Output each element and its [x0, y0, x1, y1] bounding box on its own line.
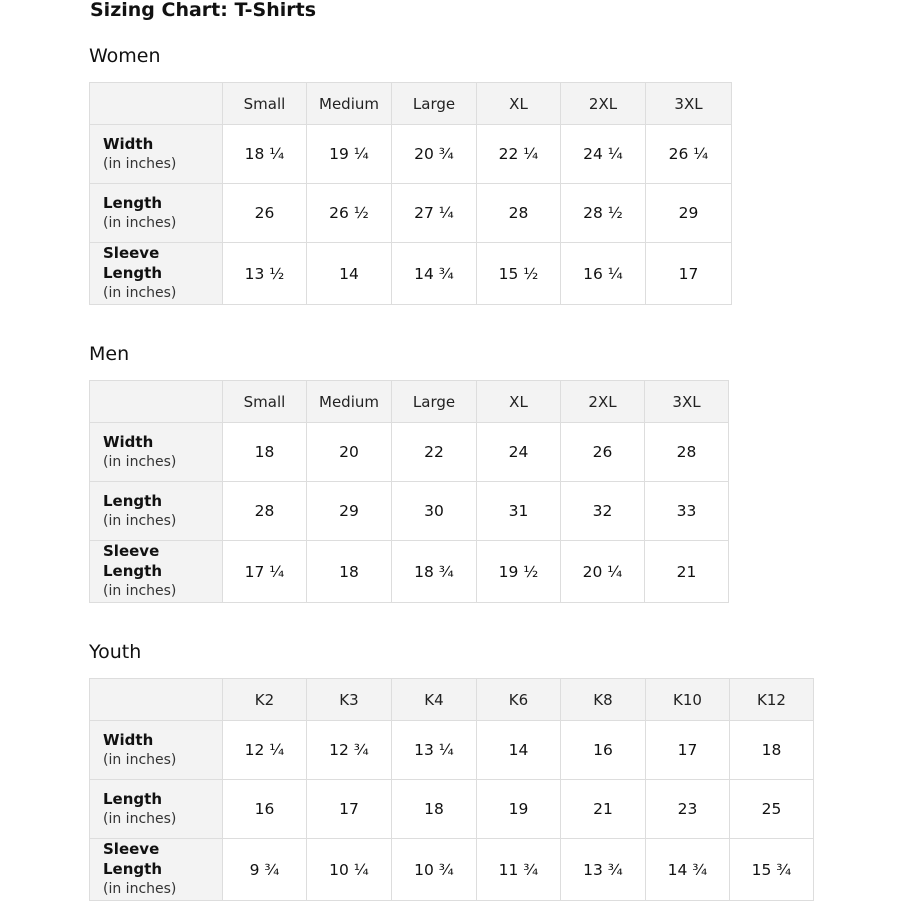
section-title-men: Men — [89, 343, 130, 365]
table-row — [90, 184, 732, 243]
table-cell: 18 — [392, 780, 477, 839]
table-cell: 20 — [307, 423, 392, 482]
table-cell: 26 — [561, 423, 645, 482]
row-unit: (in inches) — [103, 453, 177, 470]
table-cell: 26 ½ — [307, 184, 392, 243]
table-cell: 12 ¾ — [307, 721, 392, 780]
table-cell: 28 — [477, 184, 561, 243]
size-header: K10 — [646, 679, 730, 721]
size-header: K12 — [730, 679, 814, 721]
table-cell: 11 ¾ — [477, 839, 561, 901]
table-cell: 14 ¾ — [392, 243, 477, 305]
table-cell: 25 — [730, 780, 814, 839]
table-cell: 17 — [646, 243, 732, 305]
row-header — [90, 423, 223, 482]
row-header — [90, 125, 223, 184]
size-header: Medium — [307, 83, 392, 125]
size-header: 3XL — [645, 381, 729, 423]
table-cell: 20 ¼ — [561, 541, 645, 603]
size-header: 2XL — [561, 381, 645, 423]
header-corner-cell — [90, 381, 223, 423]
table-cell: 15 ½ — [477, 243, 561, 305]
table-cell: 13 ¾ — [561, 839, 646, 901]
table-cell: 33 — [645, 482, 729, 541]
size-header: 2XL — [561, 83, 646, 125]
table-cell: 29 — [307, 482, 392, 541]
table-cell: 27 ¼ — [392, 184, 477, 243]
table-row — [90, 839, 814, 901]
table-cell: 18 — [307, 541, 392, 603]
table-cell: 10 ¾ — [392, 839, 477, 901]
table-cell: 24 — [477, 423, 561, 482]
table-row — [90, 482, 729, 541]
table-cell: 28 — [645, 423, 729, 482]
row-unit: (in inches) — [103, 512, 177, 529]
row-header — [90, 184, 223, 243]
table-cell: 21 — [645, 541, 729, 603]
table-cell: 16 ¼ — [561, 243, 646, 305]
row-unit: (in inches) — [103, 583, 177, 599]
size-header: K6 — [477, 679, 561, 721]
row-label: Width — [103, 134, 154, 153]
table-row — [90, 780, 814, 839]
row-header — [90, 839, 223, 901]
table-cell: 22 ¼ — [477, 125, 561, 184]
row-header — [90, 780, 223, 839]
size-header: Large — [392, 83, 477, 125]
row-header — [90, 541, 223, 603]
row-label: Width — [103, 730, 154, 749]
size-header: K4 — [392, 679, 477, 721]
table-cell: 26 ¼ — [646, 125, 732, 184]
table-header-row — [90, 679, 814, 721]
row-unit: (in inches) — [103, 751, 177, 768]
table-cell: 28 ½ — [561, 184, 646, 243]
row-label: Length — [103, 193, 162, 212]
size-header: XL — [477, 381, 561, 423]
table-cell: 17 — [307, 780, 392, 839]
row-label: Sleeve Length — [103, 840, 162, 878]
row-header — [90, 243, 223, 305]
table-cell: 23 — [646, 780, 730, 839]
table-cell: 14 — [307, 243, 392, 305]
table-cell: 18 — [223, 423, 307, 482]
table-cell: 28 — [223, 482, 307, 541]
row-header — [90, 482, 223, 541]
table-cell: 14 ¾ — [646, 839, 730, 901]
size-header: K2 — [223, 679, 307, 721]
men-size-table — [89, 380, 729, 603]
table-cell: 22 — [392, 423, 477, 482]
header-corner-cell — [90, 679, 223, 721]
table-cell: 18 ¾ — [392, 541, 477, 603]
size-header: XL — [477, 83, 561, 125]
table-cell: 18 ¼ — [223, 125, 307, 184]
size-header: K8 — [561, 679, 646, 721]
table-row — [90, 125, 732, 184]
size-header: Small — [223, 381, 307, 423]
row-label: Sleeve Length — [103, 244, 162, 282]
table-cell: 18 — [730, 721, 814, 780]
table-cell: 16 — [223, 780, 307, 839]
women-size-table — [89, 82, 732, 305]
row-unit: (in inches) — [103, 810, 177, 827]
table-cell: 17 ¼ — [223, 541, 307, 603]
table-cell: 30 — [392, 482, 477, 541]
section-title-women: Women — [89, 45, 161, 67]
size-header: Medium — [307, 381, 392, 423]
row-unit: (in inches) — [103, 285, 177, 301]
section-title-youth: Youth — [89, 641, 142, 663]
table-cell: 31 — [477, 482, 561, 541]
table-header-row — [90, 83, 732, 125]
table-cell: 26 — [223, 184, 307, 243]
row-unit: (in inches) — [103, 214, 177, 231]
row-label: Length — [103, 789, 162, 808]
row-label: Length — [103, 491, 162, 510]
table-cell: 14 — [477, 721, 561, 780]
table-row — [90, 243, 732, 305]
row-unit: (in inches) — [103, 155, 177, 172]
page-title: Sizing Chart: T-Shirts — [90, 0, 317, 21]
table-cell: 13 ½ — [223, 243, 307, 305]
row-header — [90, 721, 223, 780]
table-cell: 21 — [561, 780, 646, 839]
size-header: Large — [392, 381, 477, 423]
table-cell: 24 ¼ — [561, 125, 646, 184]
table-cell: 10 ¼ — [307, 839, 392, 901]
youth-size-table — [89, 678, 814, 901]
size-header: 3XL — [646, 83, 732, 125]
size-header: K3 — [307, 679, 392, 721]
table-header-row — [90, 381, 729, 423]
table-cell: 32 — [561, 482, 645, 541]
table-cell: 17 — [646, 721, 730, 780]
size-header: Small — [223, 83, 307, 125]
table-row — [90, 423, 729, 482]
row-label: Sleeve Length — [103, 542, 162, 580]
table-row — [90, 541, 729, 603]
table-cell: 19 ¼ — [307, 125, 392, 184]
table-cell: 16 — [561, 721, 646, 780]
table-cell: 13 ¼ — [392, 721, 477, 780]
table-cell: 29 — [646, 184, 732, 243]
table-cell: 9 ¾ — [223, 839, 307, 901]
table-cell: 20 ¾ — [392, 125, 477, 184]
table-cell: 15 ¾ — [730, 839, 814, 901]
table-cell: 19 — [477, 780, 561, 839]
header-corner-cell — [90, 83, 223, 125]
row-unit: (in inches) — [103, 881, 177, 897]
row-label: Width — [103, 432, 154, 451]
table-cell: 19 ½ — [477, 541, 561, 603]
table-row — [90, 721, 814, 780]
table-cell: 12 ¼ — [223, 721, 307, 780]
